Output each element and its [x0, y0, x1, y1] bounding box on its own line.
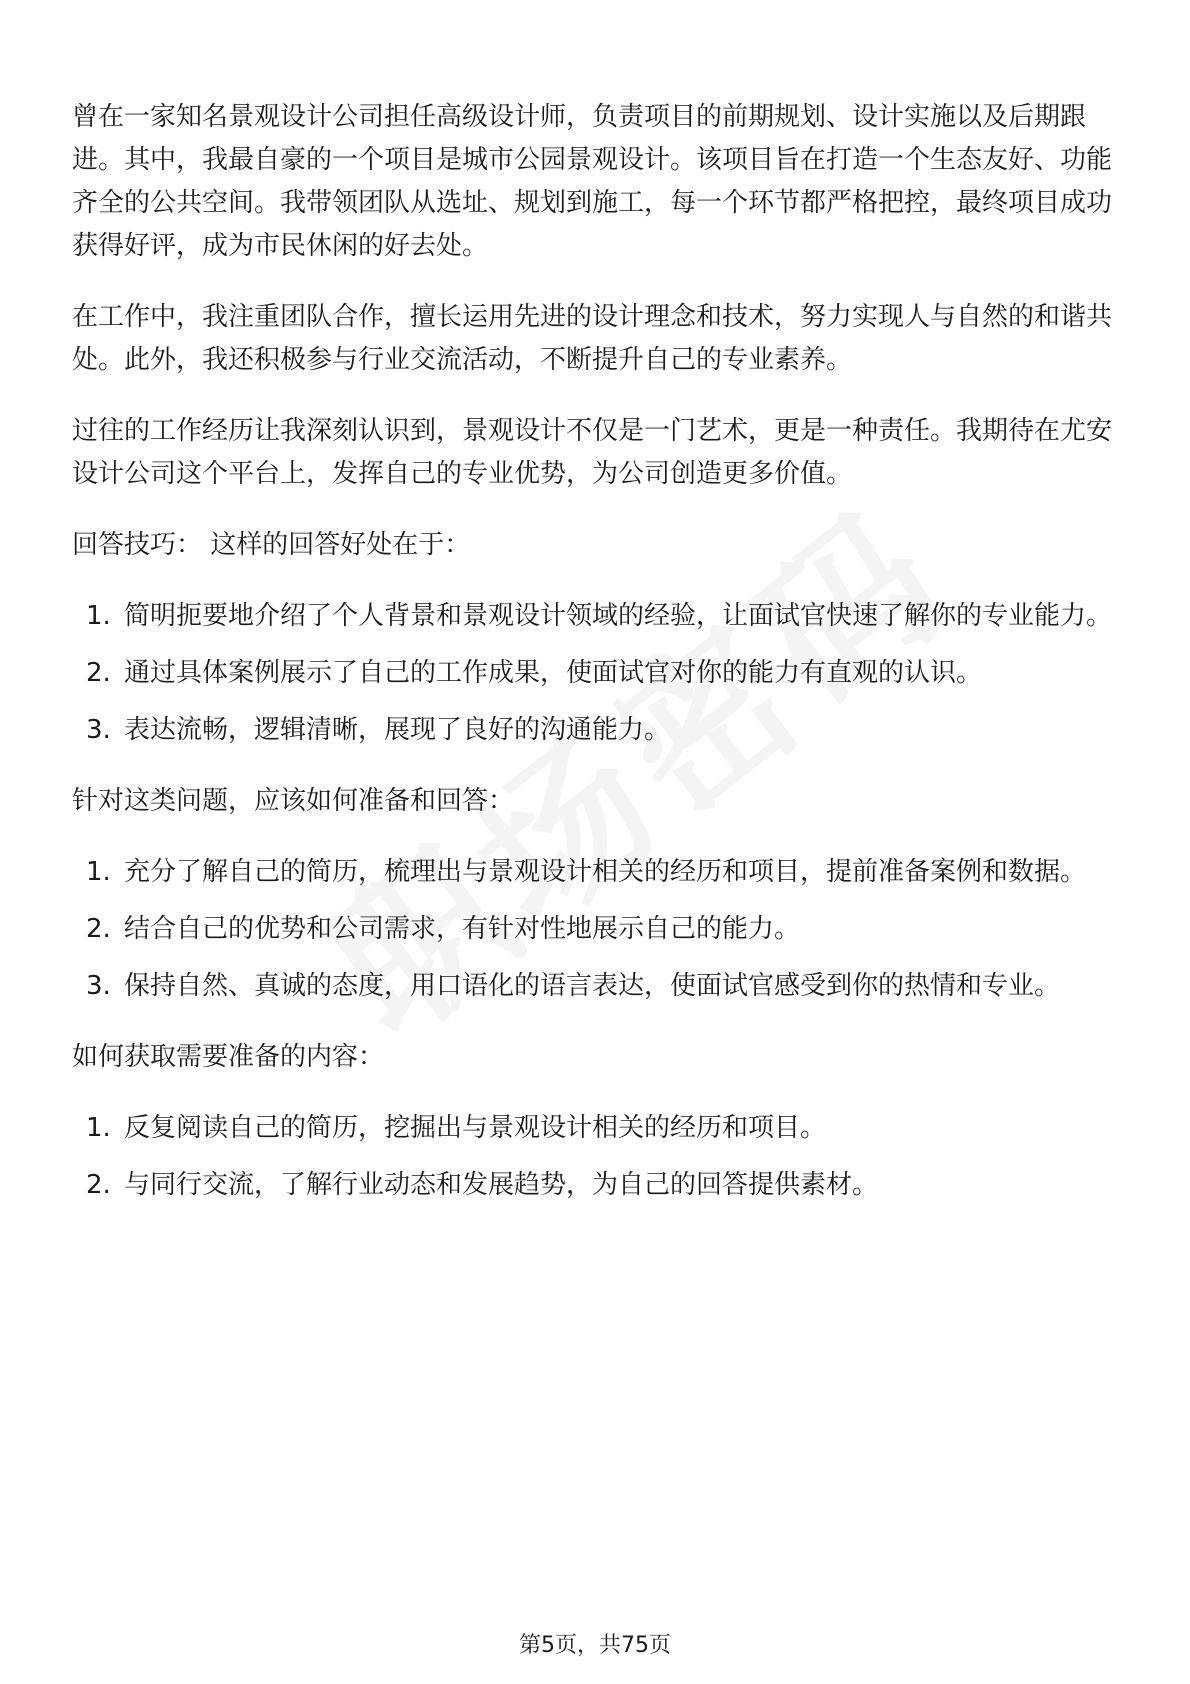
list-text: 充分了解自己的简历，梳理出与景观设计相关的经历和项目，提前准备案例和数据。: [124, 857, 1087, 887]
page-content: [72, 96, 1122, 1235]
list-item: [72, 595, 1122, 638]
list-item: [72, 965, 1122, 1008]
paragraph-teamwork: 在工作中，我注重团队合作，擅长运用先进的设计理念和技术，努力实现人与自然的和谐共处。此外，我还积极参与行业交流活动，不断提升自己的专业素养。: [72, 302, 1113, 375]
obtain-heading: 如何获取需要准备的内容：: [72, 1042, 385, 1072]
list-item: [72, 908, 1122, 951]
list-number: 2.: [86, 1170, 111, 1200]
list-number: 3.: [86, 715, 111, 745]
list-text: 结合自己的优势和公司需求，有针对性地展示自己的能力。: [124, 914, 801, 944]
list-number: 3.: [86, 971, 111, 1001]
list-number: 1.: [86, 601, 111, 631]
list-text: 反复阅读自己的简历，挖掘出与景观设计相关的经历和项目。: [124, 1113, 827, 1143]
list-text: 通过具体案例展示了自己的工作成果，使面试官对你的能力有直观的认识。: [124, 658, 983, 688]
page-number-footer: 第5页，共75页: [519, 1633, 671, 1658]
list-number: 2.: [86, 658, 111, 688]
list-number: 1.: [86, 857, 111, 887]
list-text: 简明扼要地介绍了个人背景和景观设计领域的经验，让面试官快速了解你的专业能力。: [124, 601, 1113, 631]
list-item: [72, 851, 1122, 894]
tips-list: [72, 595, 1122, 752]
list-text: 表达流畅，逻辑清晰，展现了良好的沟通能力。: [124, 715, 671, 745]
list-number: 1.: [86, 1113, 111, 1143]
list-item: [72, 709, 1122, 752]
list-item: [72, 1107, 1122, 1150]
list-number: 2.: [86, 914, 111, 944]
prepare-heading: 针对这类问题，应该如何准备和回答：: [72, 786, 515, 816]
paragraph-experience: 曾在一家知名景观设计公司担任高级设计师，负责项目的前期规划、设计实施以及后期跟进。其中，我最自豪的一个项目是城市公园景观设计。该项目旨在打造一个生态友好、功能齐全的公共空间。我带领团队从选址、规划到施工，每一个环节都严格把控，最终项目成功获得好评，成为市民休闲的好去处。: [72, 102, 1113, 261]
list-item: [72, 652, 1122, 695]
list-item: [72, 1164, 1122, 1207]
paragraph-expectation: 过往的工作经历让我深刻认识到，景观设计不仅是一门艺术，更是一种责任。我期待在尤安设计公司这个平台上，发挥自己的专业优势，为公司创造更多价值。: [72, 416, 1113, 489]
list-text: 保持自然、真诚的态度，用口语化的语言表达，使面试官感受到你的热情和专业。: [124, 971, 1061, 1001]
list-text: 与同行交流，了解行业动态和发展趋势，为自己的回答提供素材。: [124, 1170, 879, 1200]
obtain-list: [72, 1107, 1122, 1207]
prepare-list: [72, 851, 1122, 1008]
tips-heading: 回答技巧： 这样的回答好处在于：: [72, 530, 471, 560]
